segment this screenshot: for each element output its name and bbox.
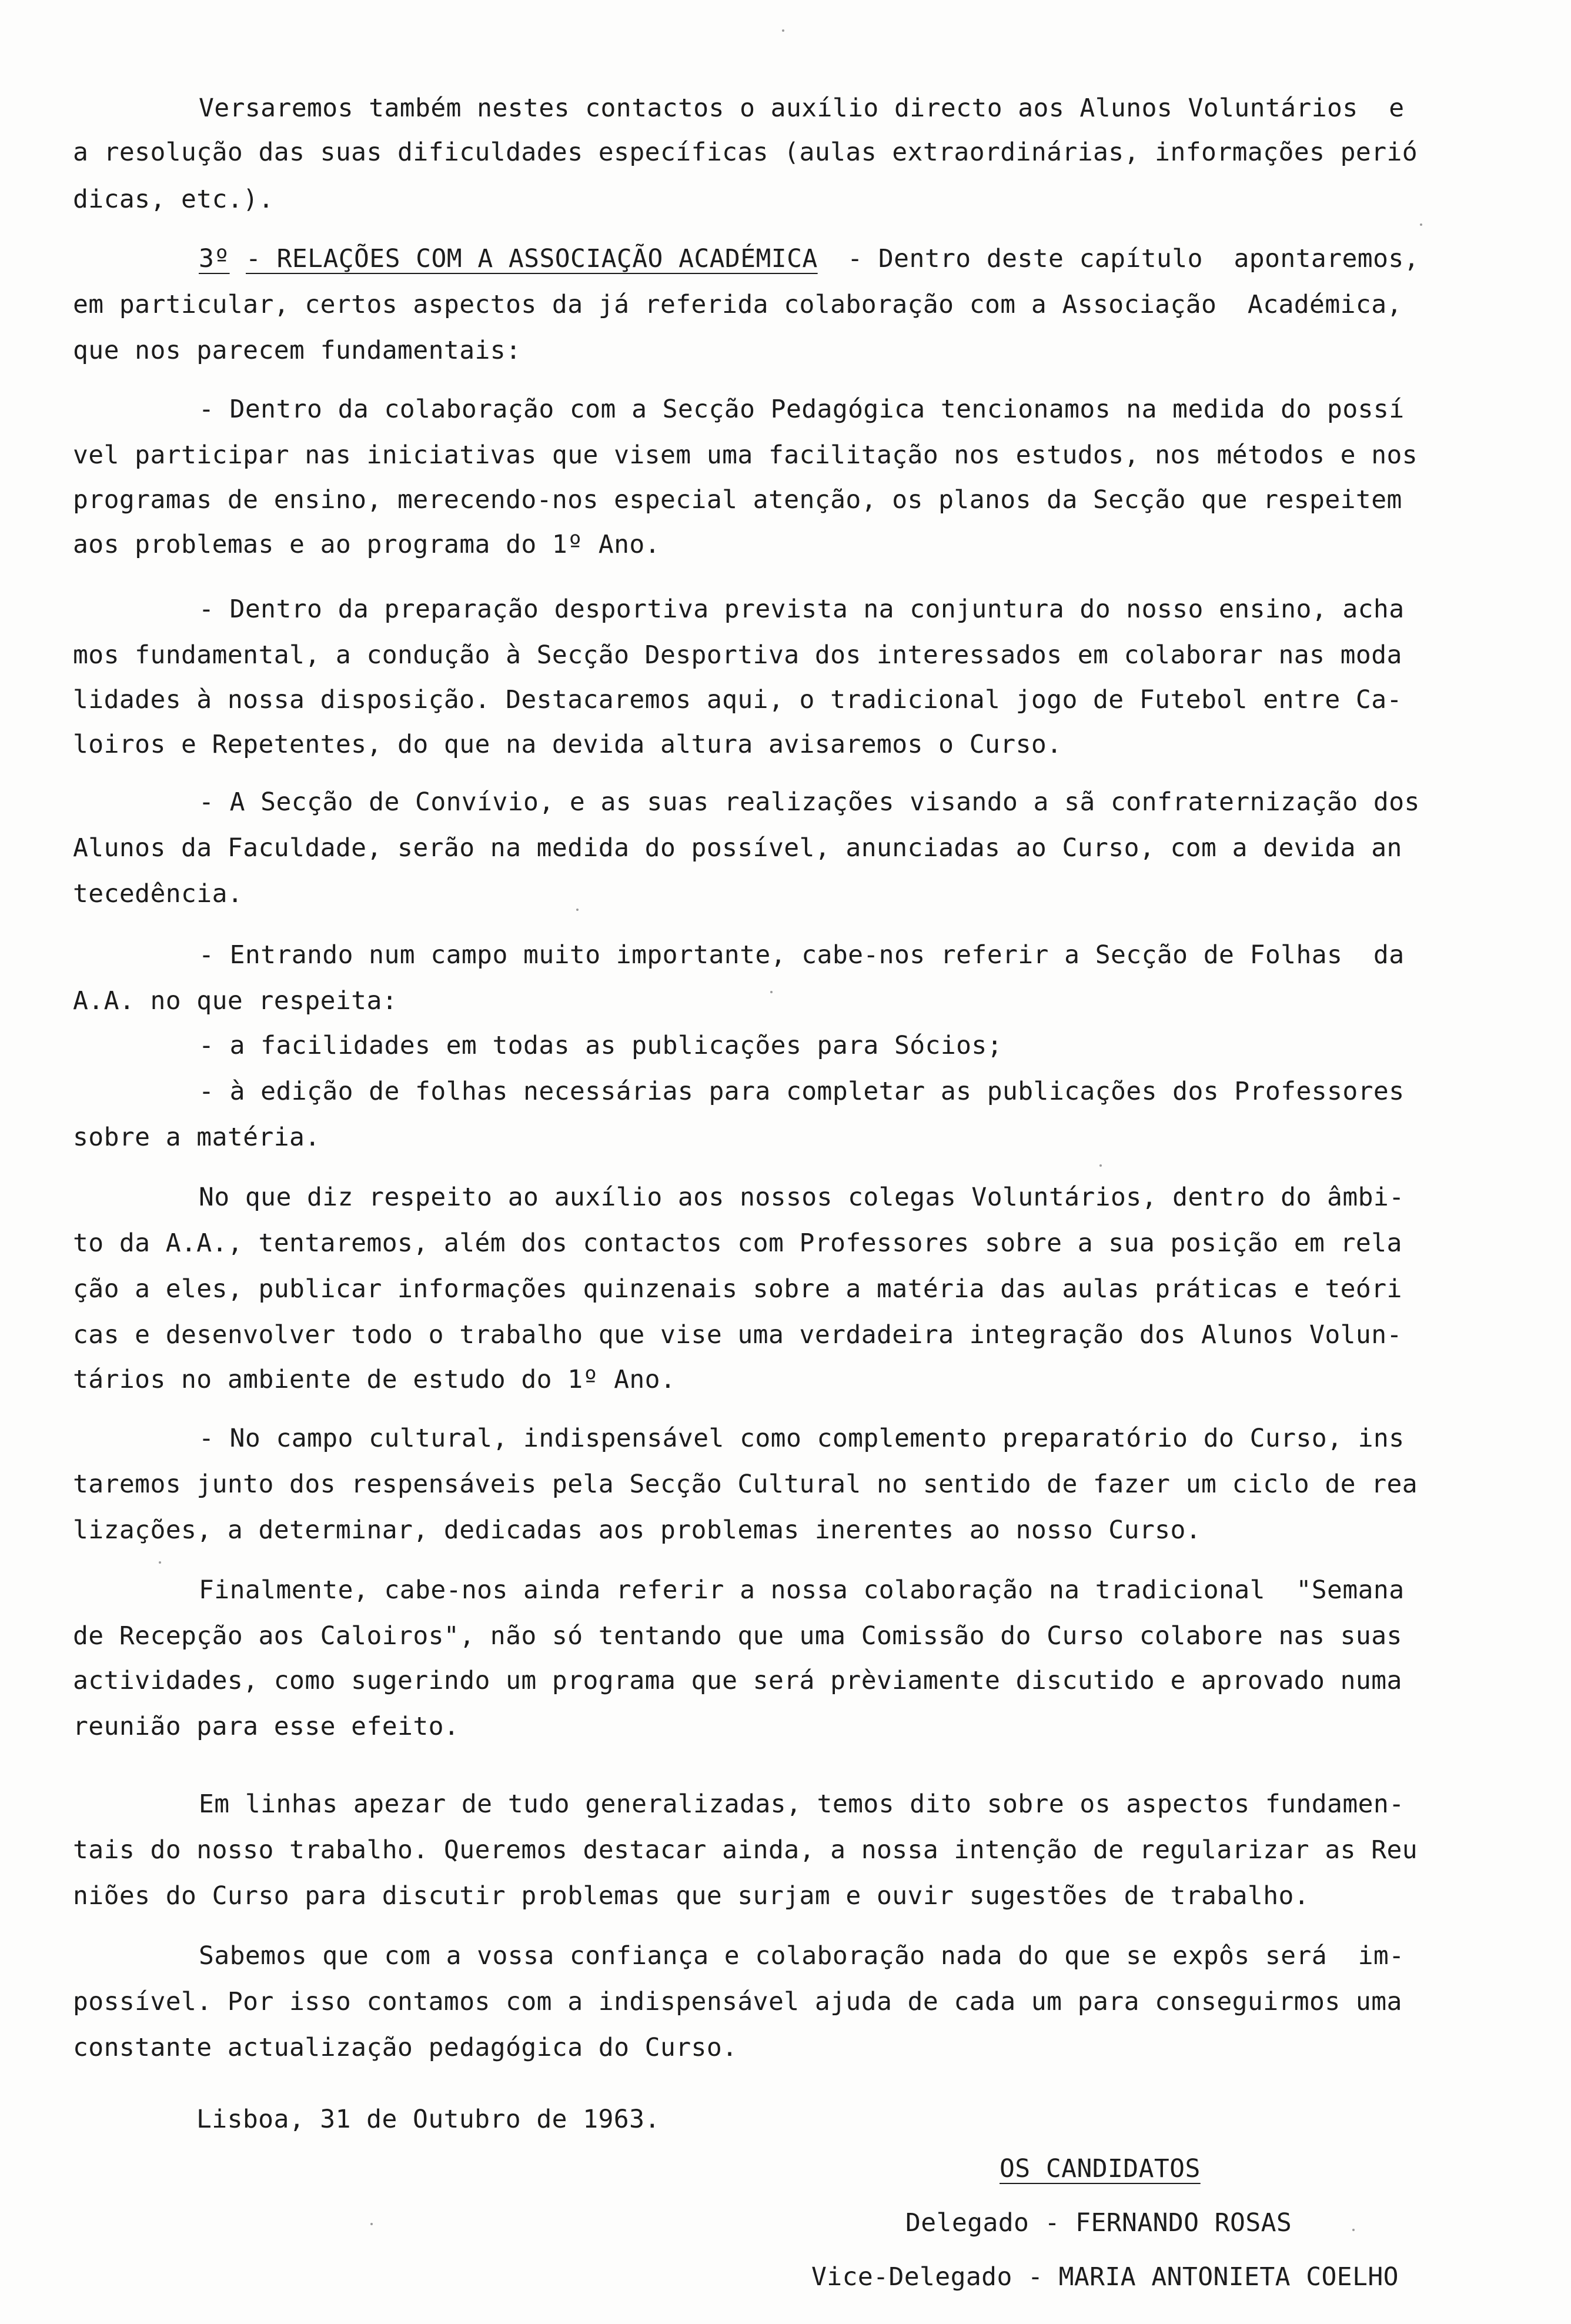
text-line: programas de ensino, merecendo-nos especial atenção, os planos da Secção que respeitem <box>73 485 1402 515</box>
text-line: to da A.A., tentaremos, além dos contactos com Professores sobre a sua posição em rela <box>73 1228 1402 1258</box>
text-line: sobre a matéria. <box>73 1123 320 1152</box>
text-line: tários no ambiente de estudo do 1º Ano. <box>73 1365 676 1394</box>
text-line: constante actualização pedagógica do Curso. <box>73 2033 738 2062</box>
text-line: a resolução das suas dificuldades específicas (aulas extraordinárias, informações perió <box>73 138 1418 167</box>
text-line: - A Secção de Convívio, e as suas realizações visando a sã confraternização dos <box>199 787 1420 817</box>
scan-speck <box>576 909 579 911</box>
scan-speck <box>782 29 784 32</box>
scan-speck <box>1420 223 1422 226</box>
text-line: - Dentro da preparação desportiva prevista na conjuntura do nosso ensino, acha <box>199 595 1405 624</box>
scan-speck <box>370 2223 373 2225</box>
candidates-heading: OS CANDIDATOS <box>1000 2154 1201 2183</box>
text-line: - Dentro da colaboração com a Secção Pedagógica tencionamos na medida do possí <box>199 395 1405 424</box>
text-line: Em linhas apezar de tudo generalizadas, temos dito sobre os aspectos fundamen- <box>199 1789 1405 1819</box>
text-line: de Recepção aos Caloiros", não só tentando que uma Comissão do Curso colabore nas suas <box>73 1621 1402 1651</box>
text-line: A.A. no que respeita: <box>73 986 398 1016</box>
text-line: No que diz respeito ao auxílio aos nossos colegas Voluntários, dentro do âmbi- <box>199 1183 1405 1212</box>
text-line: em particular, certos aspectos da já referida colaboração com a Associação Académica, <box>73 290 1402 319</box>
text-line: ção a eles, publicar informações quinzenais sobre a matéria das aulas práticas e teóri <box>73 1274 1402 1304</box>
text-line: - No campo cultural, indispensável como complemento preparatório do Curso, ins <box>199 1424 1405 1453</box>
scan-speck <box>1352 2229 1355 2231</box>
scan-speck <box>770 991 773 993</box>
text-line: Finalmente, cabe-nos ainda referir a nossa colaboração na tradicional "Semana <box>199 1575 1405 1605</box>
text-line: cas e desenvolver todo o trabalho que vise uma verdadeira integração dos Alunos Volun- <box>73 1320 1402 1350</box>
text-line: niões do Curso para discutir problemas que surjam e ouvir sugestões de trabalho. <box>73 1881 1310 1911</box>
text-line: Versaremos também nestes contactos o auxílio directo aos Alunos Voluntários e <box>199 94 1405 123</box>
delegate-signatory: Delegado - FERNANDO ROSAS <box>905 2208 1292 2238</box>
text-line: loiros e Repetentes, do que na devida altura avisaremos o Curso. <box>73 730 1062 759</box>
text-line: actividades, como sugerindo um programa que será prèviamente discutido e aprovado numa <box>73 1666 1402 1695</box>
text-line: reunião para esse efeito. <box>73 1712 460 1741</box>
vice-delegate-signatory: Vice-Delegado - MARIA ANTONIETA COELHO <box>811 2262 1399 2292</box>
section-number: 3º <box>199 244 230 273</box>
place-date: Lisboa, 31 de Outubro de 1963. <box>196 2105 660 2134</box>
text-line: Sabemos que com a vossa confiança e colaboração nada do que se expôs será im- <box>199 1941 1405 1971</box>
text-line: - Dentro deste capítulo apontaremos, <box>832 244 1419 273</box>
text-line: tecedência. <box>73 879 243 909</box>
section-heading: - RELAÇÕES COM A ASSOCIAÇÃO ACADÉMICA <box>246 244 818 273</box>
text-line: - a facilidades em todas as publicações para Sócios; <box>199 1031 1002 1060</box>
text-line: lizações, a determinar, dedicadas aos problemas inerentes ao nosso Curso. <box>73 1515 1202 1545</box>
text-line: vel participar nas iniciativas que visem uma facilitação nos estudos, nos métodos e nos <box>73 440 1418 470</box>
text-line: - Entrando num campo muito importante, cabe-nos referir a Secção de Folhas da <box>199 940 1405 970</box>
text-line: - à edição de folhas necessárias para completar as publicações dos Professores <box>199 1077 1405 1106</box>
scan-speck <box>159 1561 161 1564</box>
text-line: dicas, etc.). <box>73 185 274 214</box>
text-line: Alunos da Faculdade, serão na medida do possível, anunciadas ao Curso, com a devida an <box>73 833 1402 863</box>
text-line: aos problemas e ao programa do 1º Ano. <box>73 530 660 559</box>
text-line: taremos junto dos respensáveis pela Secção Cultural no sentido de fazer um ciclo de rea <box>73 1470 1418 1499</box>
text-line: mos fundamental, a condução à Secção Desportiva dos interessados em colaborar nas moda <box>73 640 1402 670</box>
text-line: tais do nosso trabalho. Queremos destacar ainda, a nossa intenção de regularizar as Reu <box>73 1835 1418 1865</box>
text-line: lidades à nossa disposição. Destacaremos aqui, o tradicional jogo de Futebol entre Ca- <box>73 685 1402 714</box>
text-line: possível. Por isso contamos com a indispensável ajuda de cada um para conseguirmos uma <box>73 1987 1402 2016</box>
text-line: que nos parecem fundamentais: <box>73 336 522 365</box>
scan-speck <box>1099 1164 1102 1167</box>
